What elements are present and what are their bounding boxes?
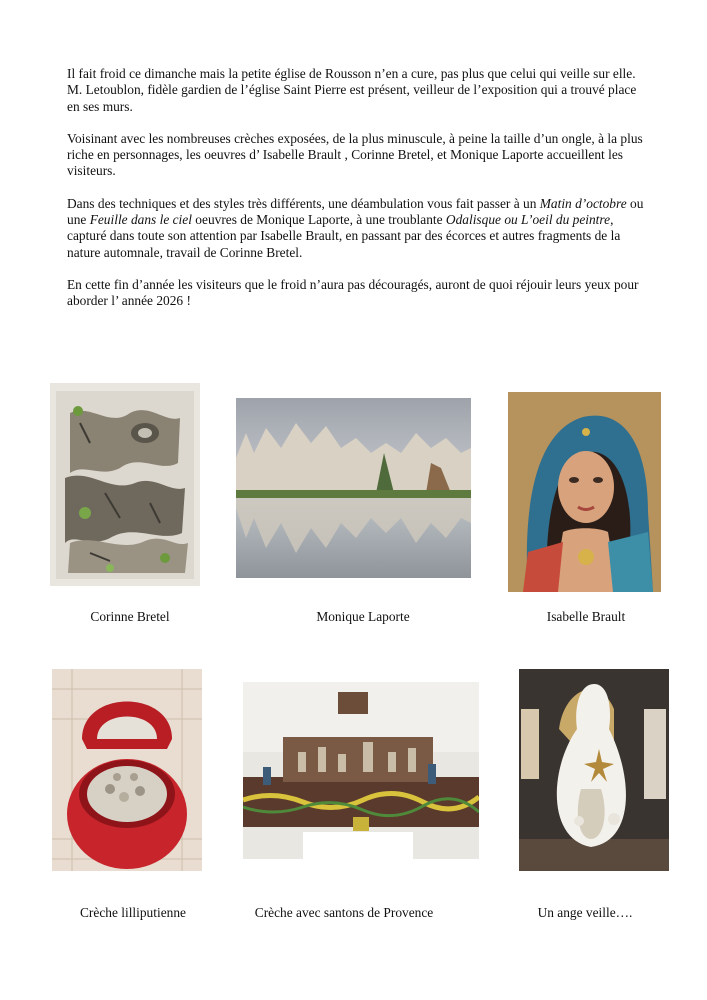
paragraph-1-line-a: Il fait froid ce dimanche mais la petite église de Rousson n’en a cure, pas plus que celui qui veille sur elle. (67, 66, 636, 81)
caption-creche-santons-provence: Crèche avec santons de Provence (254, 905, 434, 920)
caption-monique-laporte: Monique Laporte (316, 609, 410, 624)
paragraph-1-line-b: M. Letoublon, fidèle gardien de l’église Saint Pierre est présent, veilleur de l’exposition qui a trouvé place en ses murs. (67, 82, 637, 114)
paragraph-3-part-a: Dans des techniques et des styles très différents, une déambulation vous fait passer à un (67, 195, 540, 211)
title-odalisque: Odalisque ou L’oeil du peintre (445, 212, 611, 228)
paragraph-3 (67, 196, 647, 261)
caption-creche-lilliputienne: Crèche lilliputienne (80, 905, 186, 920)
article-text (67, 66, 647, 326)
title-feuille-ciel: Feuille dans le ciel (89, 212, 192, 228)
photo-monique-laporte-painting (236, 398, 471, 578)
photo-ange-veille (519, 669, 669, 871)
paragraph-1 (67, 66, 647, 115)
paragraph-2: Voisinant avec les nombreuses crèches exposées, de la plus minuscule, à peine la taille d’un ongle, à la plus riche en personnages, les oeuvres d’ Isabelle Brault , Corinne Bretel, et Monique Laporte accueillent les visiteurs. (67, 130, 643, 179)
paragraph-3-part-d: , capturé dans toute son attention par Isabelle Brault, en passant par des écorces et autres fragments de la nature automnale, travail de Corinne Bretel. (67, 212, 621, 260)
caption-isabelle-brault: Isabelle Brault (546, 609, 626, 624)
title-matin-octobre: Matin d’octobre (539, 195, 627, 211)
photo-creche-lilliputienne (52, 669, 202, 871)
photo-creche-santons-provence (243, 682, 479, 859)
paragraph-4: En cette fin d’année les visiteurs que le froid n’aura pas découragés, auront de quoi réjouir leurs yeux pour aborder l’ année 2026 ! (67, 276, 639, 309)
caption-corinne-bretel: Corinne Bretel (90, 609, 170, 624)
paragraph-3-part-b: ou une (67, 195, 644, 228)
photo-corinne-bretel-artwork (50, 383, 200, 586)
photo-isabelle-brault-portrait (508, 392, 661, 592)
paragraph-3-part-c: oeuvres de Monique Laporte, à une troublante (191, 212, 446, 228)
caption-ange-veille: Un ange veille…. (537, 905, 633, 920)
